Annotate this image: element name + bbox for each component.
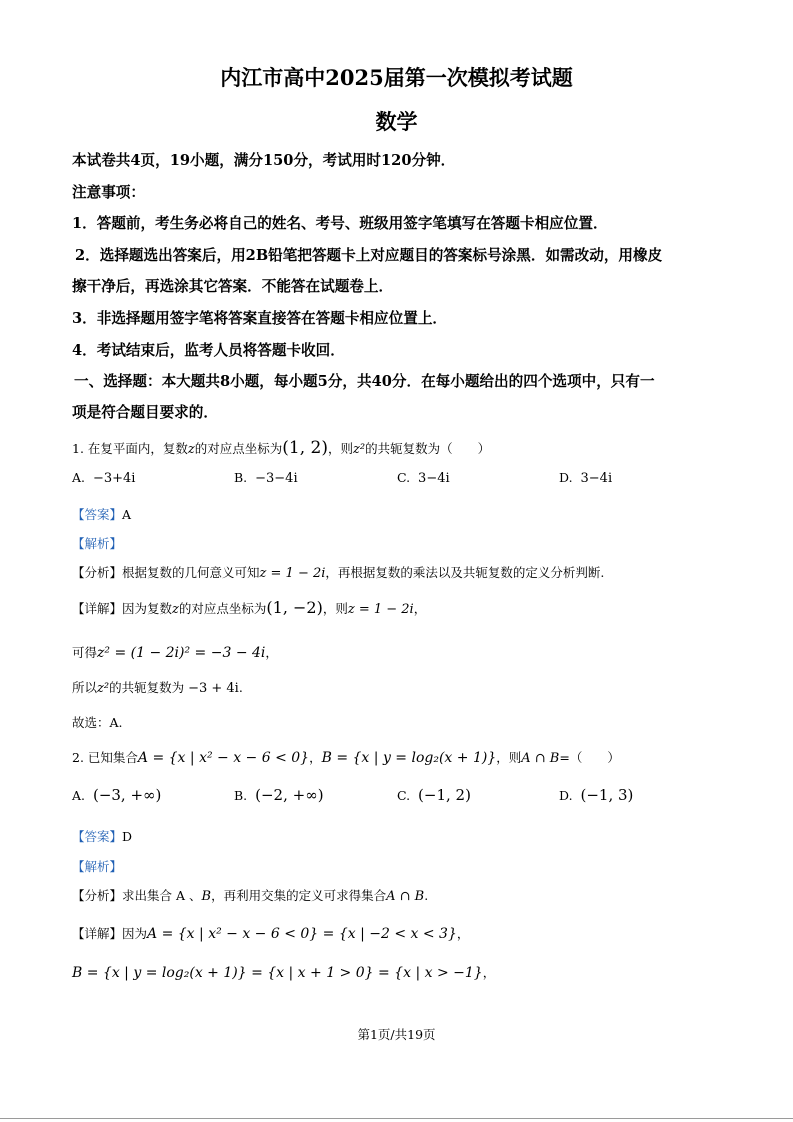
q1-analysis-tag: 【解析】 xyxy=(72,536,123,551)
notice-item-2-line1: 2．选择题选出答案后，用2B铅笔把答题卡上对应题目的答案标号涂黑．如需改动，用橡皮 xyxy=(75,247,663,264)
notice-item-2-line2: 擦干净后，再选涂其它答案．不能答在试题卷上． xyxy=(72,278,394,295)
detail-math: z = 1 − 2i xyxy=(347,602,414,617)
q1-option-a xyxy=(72,470,135,486)
q1-answer xyxy=(72,505,131,523)
detail-math: z² = (1 − 2i)² = −3 − 4i xyxy=(97,645,266,661)
detail-text-2: ， xyxy=(265,645,278,660)
option-label: C. xyxy=(397,470,411,485)
q2-set-b: B = {x | y = log₂(x + 1)} xyxy=(321,750,497,766)
fenxi-math: z = 1 − 2i xyxy=(259,566,326,581)
option-value: −3−4i xyxy=(255,471,298,486)
detail-tag: 【详解】 xyxy=(72,601,123,616)
answer-value: D xyxy=(122,829,133,844)
subject-title: 数学 xyxy=(375,109,418,134)
detail-text: 因为复数 xyxy=(122,601,173,616)
q2-fenxi xyxy=(72,886,428,904)
notice-heading: 注意事项： xyxy=(72,184,145,201)
q2-analysis-tag: 【解析】 xyxy=(72,859,123,874)
q1-detail-line2 xyxy=(72,643,278,661)
q1-fenxi xyxy=(72,563,604,581)
fenxi-tag: 【分析】 xyxy=(72,565,123,580)
option-value: (−1, 2) xyxy=(418,786,471,804)
q2-detail-line2 xyxy=(72,963,495,981)
q1-option-c xyxy=(397,470,450,486)
option-value: 3−4i xyxy=(580,471,613,486)
notice-item-1: 1．答题前，考生务必将自己的姓名、考号、班级用签字笔填写在答题卡相应位置． xyxy=(72,215,608,232)
section-heading-line2: 项是符合题目要求的． xyxy=(72,404,218,421)
q2-option-b xyxy=(234,786,324,804)
option-label: C. xyxy=(397,788,411,803)
q2-stem-text-3: =（ ） xyxy=(559,750,620,765)
page-number: 第1页/共19页 xyxy=(357,1027,436,1042)
option-value: (−1, 3) xyxy=(580,786,634,804)
q2-option-a xyxy=(72,786,161,804)
option-label: B. xyxy=(234,788,248,803)
section-heading-line1: 一、选择题：本大题共8小题，每小题5分，共40分．在每小题给出的四个选项中，只有一 xyxy=(74,373,655,390)
q1-var-z: z xyxy=(187,442,195,457)
notice-item-3: 3．非选择题用签字笔将答案直接答在答题卡相应位置上． xyxy=(72,310,448,327)
fenxi-text: 根据复数的几何意义可知 xyxy=(122,565,260,580)
fenxi-text-2: ，再利用交集的定义可求得集合 xyxy=(211,888,387,903)
detail-var-z: z² xyxy=(97,681,110,696)
q1-option-d xyxy=(559,470,612,486)
exam-intro: 本试卷共4页，19小题，满分150分，考试用时120分钟． xyxy=(72,152,456,169)
detail-text-2: ， xyxy=(456,926,470,941)
q1-stem-text-4: 的共轭复数为（ ） xyxy=(365,441,491,456)
q1-option-b xyxy=(234,470,298,486)
option-value: 3−4i xyxy=(418,471,450,486)
q1-coordinate: (1, 2) xyxy=(282,438,328,458)
detail-text-3: . xyxy=(238,680,243,695)
fenxi-math: A ∩ B xyxy=(386,889,425,904)
answer-value: A xyxy=(122,507,132,522)
detail-text-4: ， xyxy=(413,601,427,616)
detail-text: 所以 xyxy=(72,680,98,695)
option-value: (−2, +∞) xyxy=(255,786,324,804)
q2-detail xyxy=(72,924,469,942)
q2-answer xyxy=(72,827,132,845)
fenxi-var-b: B xyxy=(201,889,212,904)
document-title: 内江市高中2025届第一次模拟考试题 xyxy=(220,65,573,90)
option-value: −3+4i xyxy=(92,471,136,486)
detail-text: ， xyxy=(482,965,496,980)
answer-tag: 【答案】 xyxy=(72,507,123,522)
q2-option-d xyxy=(559,786,633,804)
detail-var-z: z xyxy=(172,602,179,617)
q2-set-a: A = {x | x² − x − 6 < 0} xyxy=(137,750,310,766)
detail-tag: 【详解】 xyxy=(72,926,123,941)
q1-z-squared: z² xyxy=(353,442,366,457)
q2-stem-text: 2. 已知集合 xyxy=(72,750,138,765)
detail-coordinate: (1, −2) xyxy=(266,598,323,617)
page-bottom-divider xyxy=(0,1118,793,1119)
detail-text-3: ，则 xyxy=(322,601,348,616)
option-label: B. xyxy=(234,470,248,485)
answer-tag: 【答案】 xyxy=(72,829,123,844)
notice-item-4: 4．考试结束后，监考人员将答题卡收回． xyxy=(72,342,345,359)
fenxi-text-3: . xyxy=(424,888,429,903)
q1-stem-text-3: ，则 xyxy=(328,441,354,456)
q2-expression: A ∩ B xyxy=(521,751,560,766)
q2-separator: ， xyxy=(309,750,322,765)
option-value: (−3, +∞) xyxy=(92,786,162,804)
detail-math: −3 + 4i xyxy=(188,681,239,696)
q1-conclusion: 故选：A. xyxy=(72,715,123,730)
q1-stem-text: 1. 在复平面内，复数 xyxy=(72,441,188,456)
q1-stem-text-2: 的对应点坐标为 xyxy=(194,441,283,456)
q1-detail xyxy=(72,598,426,617)
q2-option-c xyxy=(397,786,471,804)
option-label: A. xyxy=(72,788,86,803)
q2-stem-text-2: ，则 xyxy=(496,750,522,765)
detail-math: A = {x | x² − x − 6 < 0} = {x | −2 < x < 3} xyxy=(147,926,457,942)
detail-text-2: 的共轭复数为 xyxy=(109,680,185,695)
fenxi-text: 求出集合 A 、 xyxy=(122,888,202,903)
q1-stem xyxy=(72,438,490,458)
q2-stem xyxy=(72,748,620,766)
fenxi-tag: 【分析】 xyxy=(72,888,123,903)
detail-text: 可得 xyxy=(72,645,98,660)
option-label: D. xyxy=(559,788,573,803)
fenxi-text-2: ，再根据复数的乘法以及共轭复数的定义分析判断. xyxy=(325,565,605,580)
option-label: A. xyxy=(72,470,86,485)
detail-text-2: 的对应点坐标为 xyxy=(178,601,267,616)
option-label: D. xyxy=(559,470,573,485)
detail-text: 因为 xyxy=(122,926,148,941)
detail-math: B = {x | y = log₂(x + 1)} = {x | x + 1 > 0} = {x | x > −1} xyxy=(72,965,483,981)
q1-detail-line3 xyxy=(72,678,243,696)
